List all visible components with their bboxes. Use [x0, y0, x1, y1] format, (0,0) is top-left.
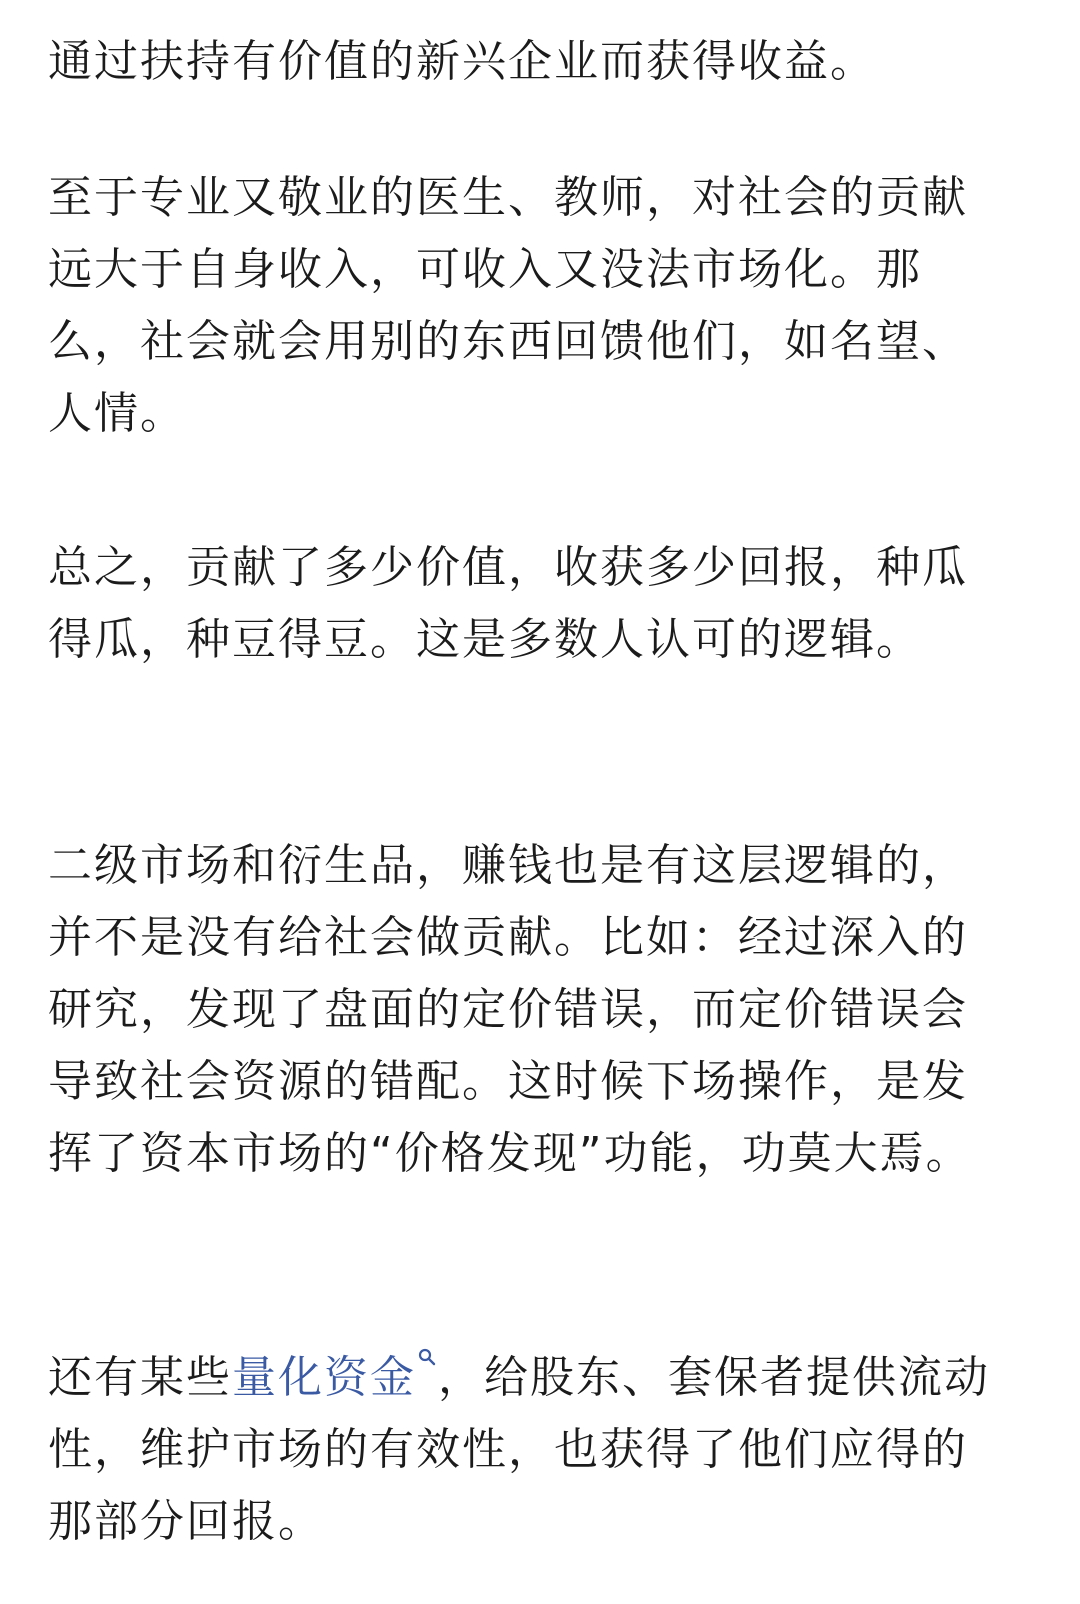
paragraph-1-line-2: 通过扶持有价值的新兴企业而获得收益。	[48, 36, 876, 87]
search-icon	[418, 1342, 438, 1372]
paragraph-5-text-after: ，给股东、套保者提供流动性，维护市场的有效性，也获得了他们应得的那部分回报。	[48, 1352, 990, 1547]
link-quant-funds-label: 量化资金	[232, 1352, 416, 1403]
paragraph-2: 至于专业又敬业的医生、教师，对社会的贡献远大于自身收入，可收入又没法市场化。那么，社会就会用别的东西回馈他们，如名望、人情。	[48, 172, 968, 439]
paragraph-5	[48, 1342, 1008, 1558]
paragraph-4: 二级市场和衍生品，赚钱也是有这层逻辑的，并不是没有给社会做贡献。比如：经过深入的研究，发现了盘面的定价错误，而定价错误会导致社会资源的错配。这时候下场操作，是发挥了资本市场的“价格发现”功能，功莫大焉。	[48, 840, 972, 1179]
paragraph-3: 总之，贡献了多少价值，收获多少回报，种瓜得瓜，种豆得豆。这是多数人认可的逻辑。	[48, 542, 968, 665]
paragraph-5-text-before: 还有某些	[48, 1352, 232, 1403]
link-quant-funds[interactable]	[232, 1352, 438, 1403]
